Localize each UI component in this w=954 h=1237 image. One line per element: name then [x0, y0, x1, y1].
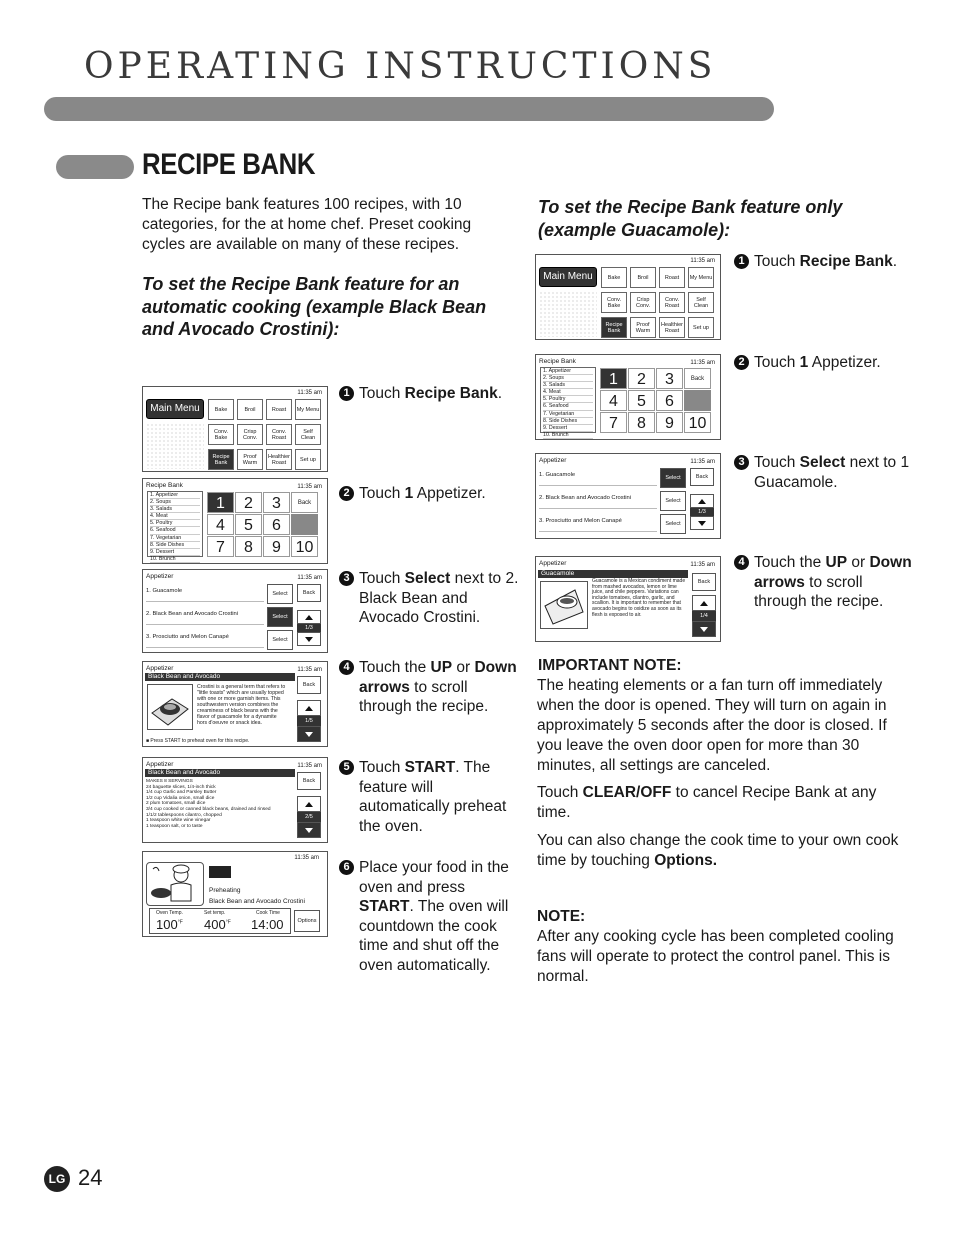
preheat-recipe: Black Bean and Avocado Crostini [209, 898, 305, 905]
down-arrow-icon [698, 521, 706, 526]
select-button[interactable]: Select [660, 468, 686, 488]
category-item[interactable]: 8. Side Dishes [150, 542, 200, 549]
page-indicator: 1/3 [690, 508, 714, 516]
down-arrow-button[interactable] [692, 621, 716, 637]
down-arrow-icon [305, 732, 313, 737]
back-button[interactable]: Back [297, 772, 321, 790]
left-step-4: 4 Touch the UP or Down arrows to scroll through the recipe. [339, 658, 521, 717]
category-item[interactable]: 1. Appetizer [543, 368, 593, 375]
category-item[interactable]: 10. Brunch [150, 556, 200, 563]
category-item[interactable]: 4. Meat [150, 513, 200, 520]
key-6[interactable]: 6 [656, 390, 683, 411]
key-2[interactable]: 2 [235, 492, 262, 513]
screen-time: 11:35 am [690, 360, 715, 366]
up-arrow-button[interactable] [690, 494, 714, 508]
start-hint: ■ Press START to preheat oven for this recipe. [146, 738, 250, 744]
menu-button-conv-bake[interactable]: Conv. Bake [601, 292, 627, 313]
decor-speckle [146, 423, 204, 469]
up-arrow-icon [305, 706, 313, 711]
lg-logo: LG [44, 1166, 70, 1192]
right-step-2: 2 Touch 1 Appetizer. [734, 353, 914, 373]
menu-button-self-clean[interactable]: Self Clean [295, 424, 321, 445]
screen-bba-description [142, 661, 328, 747]
cook-time-label: Cook Time [256, 910, 280, 916]
set-temp[interactable]: $400^{^\circ F}$ [204, 917, 231, 932]
up-arrow-button[interactable] [692, 595, 716, 611]
ingredient-line: 1/1/2 tablespoons cilantro, chopped [146, 812, 222, 818]
section-title: RECIPE BANK [142, 148, 316, 181]
screen-main-menu-left [142, 386, 328, 472]
category-item[interactable]: 9. Dessert [543, 425, 593, 432]
recipe-title-bar: Black Bean and Avocado [145, 673, 295, 681]
recipe-bank-label: Recipe Bank [539, 358, 576, 365]
key-7[interactable]: 7 [207, 536, 234, 557]
select-button[interactable]: Select [267, 630, 293, 650]
category-list [147, 491, 203, 562]
blank-key [684, 390, 711, 411]
note-heading: NOTE: [537, 908, 586, 925]
cook-time[interactable]: 14:00 [251, 917, 284, 932]
key-3[interactable]: 3 [656, 368, 683, 389]
ingredient-line: 1/4 cup Garlic and Parsley Butter [146, 790, 217, 796]
down-arrow-icon [305, 637, 313, 642]
category-item[interactable]: 2. Soups [543, 375, 593, 382]
down-arrow-button[interactable] [297, 632, 321, 646]
category-item[interactable]: 3. Salads [543, 382, 593, 389]
preheat-indicator [209, 866, 231, 878]
ingredient-line: 24 baguette slices, 1/4-inch thick [146, 784, 216, 790]
oven-temp: $100^{^\circ F}$ [156, 917, 183, 932]
screen-appetizer-list-left [142, 569, 328, 653]
main-menu-label: Main Menu [539, 267, 597, 287]
category-item[interactable]: 8. Side Dishes [543, 418, 593, 425]
menu-button-roast[interactable]: Roast [266, 399, 292, 420]
menu-button-conv-bake[interactable]: Conv. Bake [208, 424, 234, 445]
up-arrow-icon [700, 601, 708, 606]
screen-guac-description [535, 556, 721, 642]
select-button[interactable]: Select [267, 584, 293, 604]
back-key[interactable]: Back [291, 492, 318, 513]
right-step-1: 1 Touch Recipe Bank. [734, 252, 914, 272]
screen-time: 11:35 am [297, 575, 322, 581]
temps-panel [149, 908, 291, 934]
menu-button-set-up[interactable]: Set up [688, 317, 714, 338]
oven-temp-label: Oven Temp. [156, 910, 183, 916]
menu-button-my-menu[interactable]: My Menu [295, 399, 321, 420]
blank-key [291, 514, 318, 535]
screen-time: 11:35 am [690, 459, 715, 465]
appetizer-item: 2. Black Bean and Avocado Crostini [539, 495, 657, 509]
menu-button-crisp-conv[interactable]: Crisp Conv. [630, 292, 656, 313]
ingredient-line: 1/2 cup Vidalia onion, small dice [146, 795, 215, 801]
page-header-title: OPERATING INSTRUCTIONS [84, 46, 717, 87]
appetizer-item: 1. Guacamole [146, 588, 264, 602]
keypad [207, 492, 318, 557]
select-button[interactable]: Select [267, 607, 293, 627]
key-1[interactable]: 1 [600, 368, 627, 389]
menu-button-conv-roast[interactable]: Conv. Roast [659, 292, 685, 313]
menu-button-roast[interactable]: Roast [659, 267, 685, 288]
screen-label: Appetizer [539, 560, 567, 567]
left-step-2: 2 Touch 1 Appetizer. [339, 484, 519, 504]
menu-button-crisp-conv[interactable]: Crisp Conv. [237, 424, 263, 445]
up-arrow-icon [305, 802, 313, 807]
screen-appetizer-list-right [535, 453, 721, 539]
screen-time: 11:35 am [297, 763, 322, 769]
recipe-title-bar: Guacamole [538, 570, 688, 578]
options-text: You can also change the cook time to your own cook time by touching Options. [537, 832, 899, 869]
menu-button-my-menu[interactable]: My Menu [688, 267, 714, 288]
screen-ingredients [142, 757, 328, 843]
back-button[interactable]: Back [692, 573, 716, 591]
key-9[interactable]: 9 [656, 412, 683, 433]
screen-time: 11:35 am [690, 562, 715, 568]
keypad [600, 368, 711, 433]
page-indicator: 1/5 [297, 716, 321, 726]
ingredient-line: 3/4 cup cooked or canned black beans, drained and rinsed [146, 806, 271, 812]
screen-time: 11:35 am [297, 390, 322, 396]
appetizer-item: 3. Prosciutto and Melon Canapé [539, 518, 657, 532]
screen-label: Appetizer [146, 665, 174, 672]
page-indicator: 1/3 [297, 624, 321, 632]
appetizer-item: 1. Guacamole [539, 472, 657, 486]
menu-button-recipe-bank[interactable]: Recipe Bank [601, 317, 627, 338]
important-text: The heating elements or a fan turn off immediately when the door is opened. They will turn on again in approximately 5 seconds after the door is closed. If you leave the oven door open for more than 30 minutes, all settings are canceled. [537, 677, 887, 774]
category-item[interactable]: 5. Poultry [543, 396, 593, 403]
key-1[interactable]: 1 [207, 492, 234, 513]
back-button[interactable]: Back [690, 468, 714, 486]
category-item[interactable]: 9. Dessert [150, 549, 200, 556]
down-arrow-button[interactable] [690, 516, 714, 530]
page-indicator: 2/5 [297, 812, 321, 822]
header-bar [44, 97, 774, 121]
screen-time: 11:35 am [690, 258, 715, 264]
screen-time: 11:35 am [297, 484, 322, 490]
screen-preheating [142, 851, 328, 937]
left-step-1: 1 Touch Recipe Bank. [339, 384, 519, 404]
key-10[interactable]: 10 [291, 536, 318, 557]
recipe-description: Guacamole is a Mexican condiment made from mashed avocados, lemon or lime juice, and chile peppers. Variations can include tomatoes, cilantro, garlic, and scallion. It is important to remember that avocado begins to oxidize as soon as its flesh is exposed to air. [592, 578, 686, 618]
category-item[interactable]: 5. Poultry [150, 520, 200, 527]
appetizer-item: 2. Black Bean and Avocado Crostini [146, 611, 264, 625]
set-temp-label: Set temp. [204, 910, 226, 916]
up-arrow-button[interactable] [297, 796, 321, 812]
ingredient-line: MAKES 8 SERVINGS [146, 779, 193, 784]
recipe-title-bar: Black Bean and Avocado [145, 769, 295, 777]
down-arrow-button[interactable] [297, 822, 321, 838]
category-item[interactable]: 7. Vegetarian [150, 535, 200, 542]
page-number: 24 [78, 1165, 103, 1190]
left-step-5: 5 Touch START. The feature will automatically preheat the oven. [339, 758, 519, 836]
up-arrow-icon [305, 615, 313, 620]
key-5[interactable]: 5 [235, 514, 262, 535]
menu-button-self-clean[interactable]: Self Clean [688, 292, 714, 313]
category-item[interactable]: 6. Seafood [150, 527, 200, 534]
menu-button-bake[interactable]: Bake [208, 399, 234, 420]
ingredients-list [146, 779, 296, 829]
key-4[interactable]: 4 [600, 390, 627, 411]
left-step-3: 3 Touch Select next to 2. Black Bean and Avocado Crostini. [339, 569, 519, 628]
preheating-status: Preheating [209, 887, 241, 894]
key-8[interactable]: 8 [628, 412, 655, 433]
menu-button-broil[interactable]: Broil [237, 399, 263, 420]
important-heading: IMPORTANT NOTE: [538, 657, 682, 674]
category-item[interactable]: 4. Meat [543, 389, 593, 396]
decor-speckle [539, 291, 597, 337]
menu-button-set-up[interactable]: Set up [295, 449, 321, 470]
screen-main-menu-right [535, 254, 721, 340]
menu-button-broil[interactable]: Broil [630, 267, 656, 288]
menu-button-recipe-bank[interactable]: Recipe Bank [208, 449, 234, 470]
key-7[interactable]: 7 [600, 412, 627, 433]
main-menu-label: Main Menu [146, 399, 204, 419]
menu-button-conv-roast[interactable]: Conv. Roast [266, 424, 292, 445]
up-arrow-icon [698, 499, 706, 504]
right-step-4: 4 Touch the UP or Down arrows to scroll through the recipe. [734, 553, 916, 612]
category-item[interactable]: 2. Soups [150, 499, 200, 506]
left-step-6: 6 Place your food in the oven and press START. The oven will countdown the cook time and shut off the oven automatically. [339, 858, 519, 975]
dish-image [540, 581, 588, 629]
clear-text: Touch CLEAR/OFF to cancel Recipe Bank at any time. [537, 784, 877, 821]
section-pill [56, 155, 134, 179]
menu-button-healthier-roast[interactable]: Healthier Roast [659, 317, 685, 338]
page-indicator: 1/4 [692, 611, 716, 621]
recipe-bank-label: Recipe Bank [146, 482, 183, 489]
category-item[interactable]: 6. Seafood [543, 403, 593, 410]
screen-time: 11:35 am [297, 667, 322, 673]
up-arrow-button[interactable] [297, 610, 321, 624]
key-10[interactable]: 10 [684, 412, 711, 433]
screen-time: 11:35 am [294, 855, 319, 861]
key-3[interactable]: 3 [263, 492, 290, 513]
select-button[interactable]: Select [660, 491, 686, 511]
left-heading: To set the Recipe Bank feature for an automatic cooking (example Black Bean and Avocado Crostini): [142, 274, 487, 339]
down-arrow-icon [700, 627, 708, 632]
appetizer-item: 3. Prosciutto and Melon Canapé [146, 634, 264, 648]
appetizer-label: Appetizer [146, 573, 174, 580]
up-arrow-button[interactable] [297, 700, 321, 716]
select-button[interactable]: Select [660, 514, 686, 534]
back-key[interactable]: Back [684, 368, 711, 389]
back-button[interactable]: Back [297, 584, 321, 602]
options-button[interactable]: Options [294, 910, 320, 932]
category-item[interactable]: 10. Brunch [543, 432, 593, 439]
key-9[interactable]: 9 [263, 536, 290, 557]
category-item[interactable]: 7. Vegetarian [543, 411, 593, 418]
right-heading: To set the Recipe Bank feature only (example Guacamole): [538, 197, 843, 240]
key-5[interactable]: 5 [628, 390, 655, 411]
menu-button-bake[interactable]: Bake [601, 267, 627, 288]
intro-text: The Recipe bank features 100 recipes, with 10 categories, for the at home chef. Preset cooking cycles are available on many of these recipes. [142, 196, 472, 253]
category-item[interactable]: 3. Salads [150, 506, 200, 513]
screen-recipe-bank-left [142, 478, 328, 564]
category-list [540, 367, 596, 438]
key-6[interactable]: 6 [263, 514, 290, 535]
menu-button-proof-warm[interactable]: Proof Warm [237, 449, 263, 470]
menu-button-healthier-roast[interactable]: Healthier Roast [266, 449, 292, 470]
appetizer-label: Appetizer [539, 457, 567, 464]
key-4[interactable]: 4 [207, 514, 234, 535]
screen-label: Appetizer [146, 761, 174, 768]
category-item[interactable]: 1. Appetizer [150, 492, 200, 499]
screen-recipe-bank-right [535, 354, 721, 440]
key-8[interactable]: 8 [235, 536, 262, 557]
menu-button-proof-warm[interactable]: Proof Warm [630, 317, 656, 338]
key-2[interactable]: 2 [628, 368, 655, 389]
back-button[interactable]: Back [297, 676, 321, 694]
ingredient-line: 2 plum tomatoes, small dice [146, 801, 206, 807]
down-arrow-button[interactable] [297, 726, 321, 742]
ingredient-line: 1 teaspoon white wine vinegar [146, 818, 211, 824]
dish-image [147, 684, 193, 730]
right-step-3: 3 Touch Select next to 1 Guacamole. [734, 453, 914, 492]
chef-icon [146, 862, 204, 906]
down-arrow-icon [305, 828, 313, 833]
note-text: After any cooking cycle has been completed cooling fans will operate to protect the control panel. This is normal. [537, 928, 894, 985]
ingredient-line: 1 teaspoon salt, or to taste [146, 823, 203, 829]
recipe-description: Crostini is a general term that refers to "little toasts" which are usually topped with one or more garnish items. This southwestern version combines the creaminess of black beans with the flavor of guacamole for a dynamite hors d'oeuvre or snack idea. [197, 684, 286, 726]
